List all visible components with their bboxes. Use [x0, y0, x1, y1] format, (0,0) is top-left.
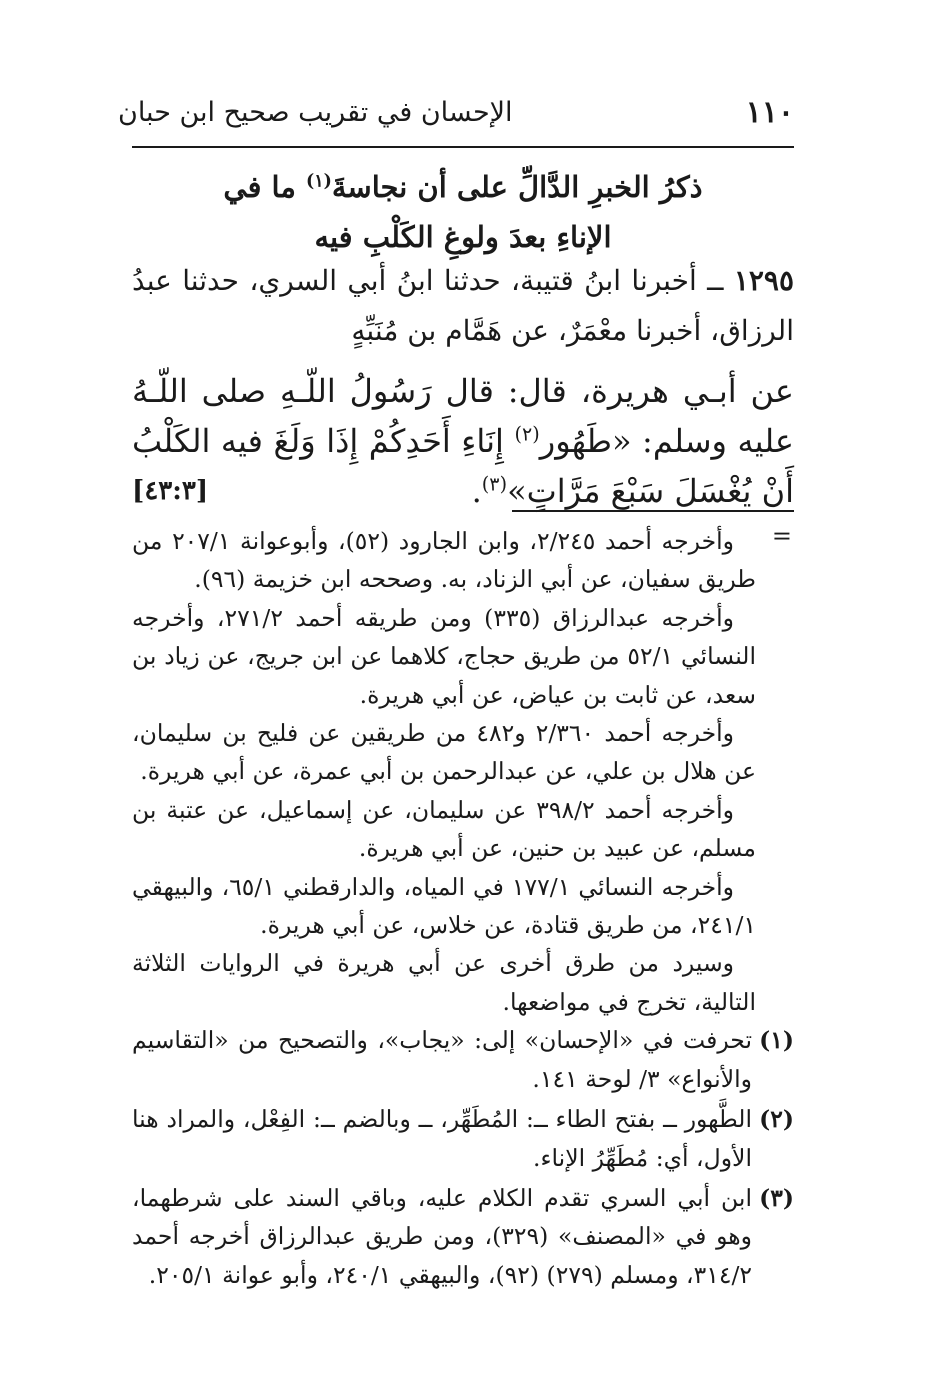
hadith-end: .: [471, 472, 482, 510]
hadith-text: [132, 366, 794, 516]
note-paragraph: وأخرجه أحمد ٣٩٨/٢ عن سليمان، عن إسماعيل، عن عتبة بن مسلم، عن عبيد بن حنين، عن أبي هريرة.: [132, 795, 756, 863]
footnote-ref-3[interactable]: (٣): [481, 472, 508, 496]
hadith-number: ١٢٩٥: [733, 264, 794, 297]
chapter-heading: [132, 162, 794, 262]
heading-line-1: [132, 162, 794, 212]
footnote-text: ابن أبي السري تقدم الكلام عليه، وباقي السند على شرطهما، وهو في «المصنف» (٣٢٩)، ومن طريق عبدالرزاق أخرجه أحمد ٣١٤/٢، ومسلم (٢٧٩) (٩٢)، والبيهقي ٢٤٠/١، وأبو عوانة ٢٠٥/١.: [132, 1183, 753, 1289]
heading-text: ذكرُ الخبرِ الدَّالِّ على أن نجاسةَ: [331, 170, 703, 204]
footnote-marker: (٢): [759, 1105, 794, 1134]
footnote-text: تحرفت في «الإحسان» إلى: «يجاب»، والتصحيح من «التقاسيم والأنواع» ٣/ لوحة ١٤١.: [132, 1026, 752, 1093]
note-paragraph: وأخرجه أحمد ٢/٣٦٠ و٤٨٢ من طريقين عن فليح بن سليمان، عن هلال بن علي، عن عبدالرحمن بن أبي عمرة، عن أبي هريرة.: [132, 719, 756, 786]
note-paragraph: وأخرجه النسائي ١٧٧/١ في المياه، والدارقطني ٦٥/١، والبيهقي ٢٤١/١، من طريق قتادة، عن خلاس، عن أبي هريرة.: [132, 872, 756, 940]
heading-line-2: الإناءِ بعدَ ولوغِ الكَلْبِ فيه: [314, 220, 612, 254]
footnote-ref-1[interactable]: (١): [306, 171, 332, 192]
page-number: ١١٠: [745, 94, 794, 130]
isnad-paragraph: [132, 256, 794, 356]
source-citation: [٤٣:٣]: [132, 476, 209, 506]
footnote-3: [132, 1179, 794, 1294]
footnote-marker: (٣): [759, 1183, 794, 1212]
note-paragraph: وأخرجه عبدالرزاق (٣٣٥) ومن طريقه أحمد ٢٧١/٢، وأخرجه النسائي ٥٢/١ من طريق حجاج، كلاهما عن ابن جريج، عن زياد بن سعد، عن ثابت بن عياض، عن أبي هريرة.: [132, 603, 756, 709]
header-rule: [132, 146, 794, 148]
footnote-rule: [512, 510, 794, 512]
hadith-text-b: إِنَاءِ أَحَدِكُمْ إِذَا وَلَغَ فيه الكَلْبُ أَنْ يُغْسَلَ سَبْعَ مَرَّاتٍ»: [132, 422, 794, 510]
continuation-mark: =: [771, 522, 792, 550]
footnote-1: [132, 1021, 794, 1098]
hadith-text-a: عن أبـي هريرة، قال: قال رَسُولُ اللّـهِ صلى اللّـهُ عليه وسلم: «طَهُور: [132, 372, 795, 460]
note-paragraph: وأخرجه أحمد ٢/٢٤٥، وابن الجارود (٥٢)، وأبوعوانة ٢٠٧/١ من طريق سفيان، عن أبي الزناد، به. وصححه ابن خزيمة (٩٦).: [132, 527, 756, 594]
page-header: [118, 92, 794, 132]
running-title: الإحسان في تقريب صحيح ابن حبان: [118, 96, 513, 128]
footnotes-section: [132, 522, 794, 1294]
footnote-text: الطَّهور ــ بفتح الطاء ــ: المُطَهِّر، ــ وبالضم ــ: الفِعْل، والمراد هنا الأول، أي: مُطَهِّرُ الإناء.: [132, 1105, 752, 1172]
isnad-text: ــ أخبرنا ابنُ قتيبة، حدثنا ابنُ أبي السري، حدثنا عبدُ الرزاق، أخبرنا معْمَرٌ، عن هَمَّام بن مُنَبِّهٍ: [132, 264, 794, 347]
hadith-block: [132, 256, 794, 516]
note-paragraph: وسيرد من طرق أخرى عن أبي هريرة في الروايات الثلاثة التالية، تخرج في مواضعها.: [132, 949, 756, 1016]
footnote-marker: (١): [759, 1026, 794, 1055]
footnote-2: [132, 1100, 794, 1177]
heading-text-end: ما في: [223, 170, 296, 204]
footnote-ref-2[interactable]: (٢): [514, 422, 540, 446]
